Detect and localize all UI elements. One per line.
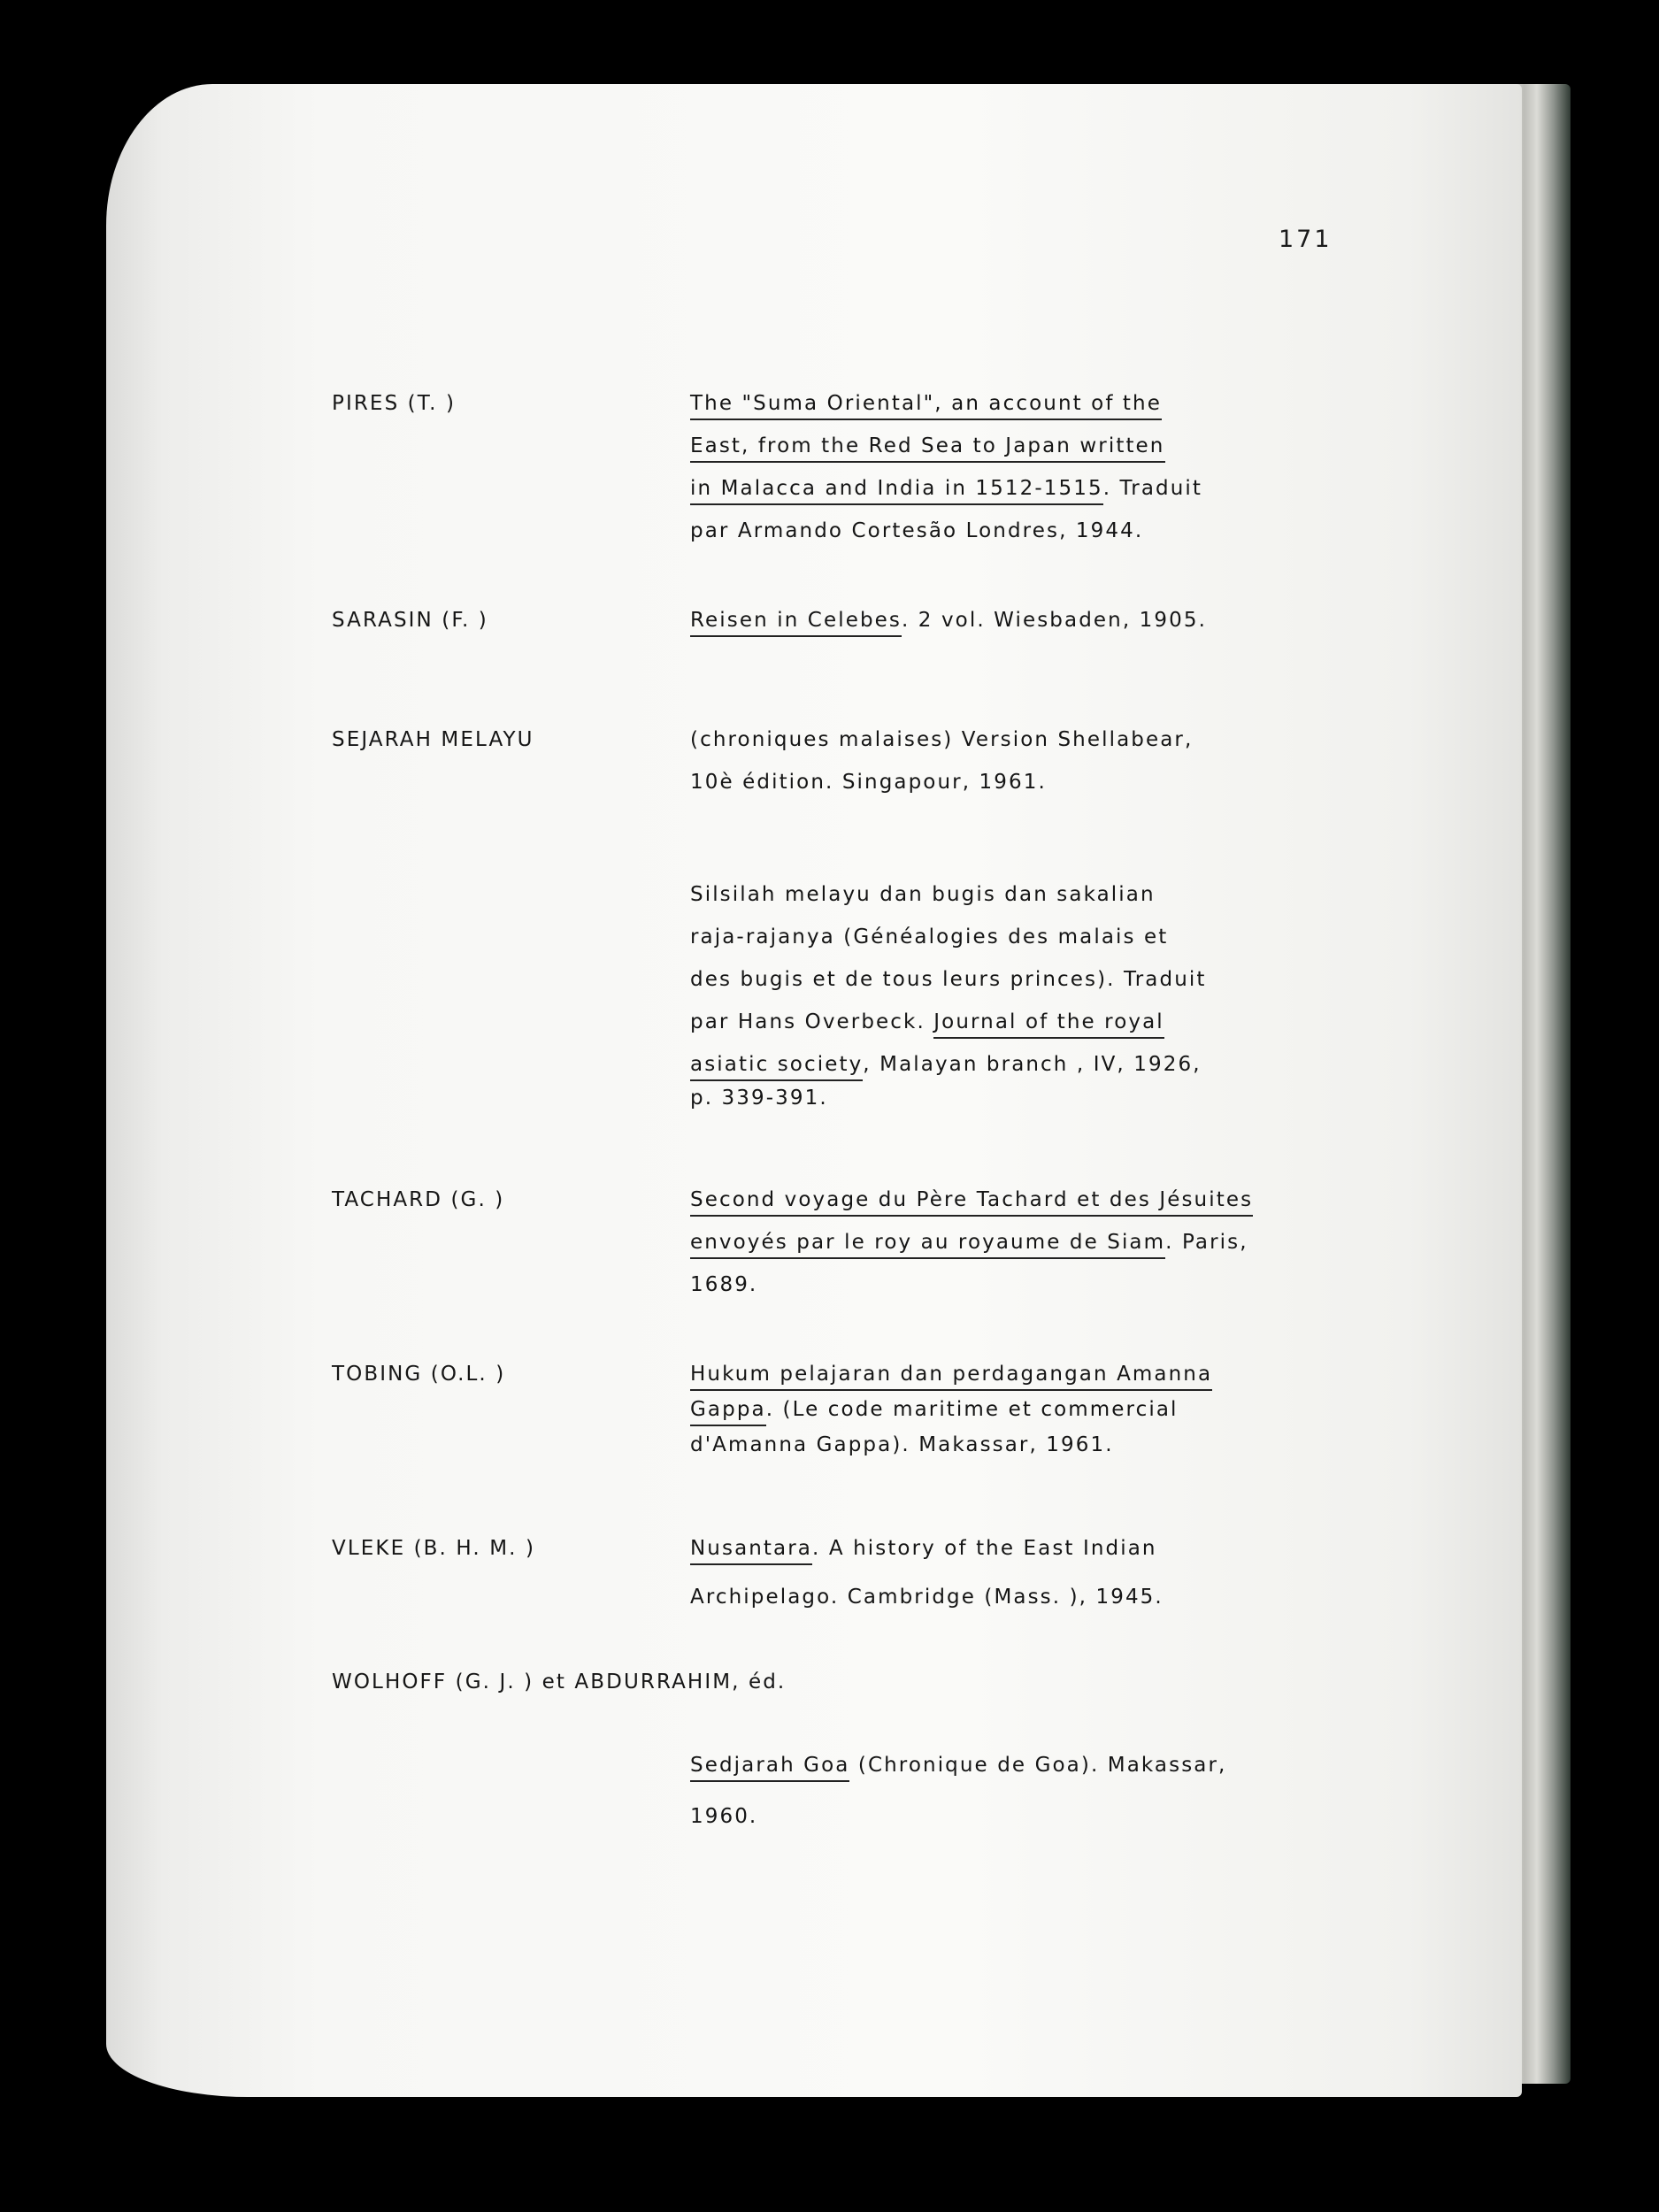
entry-text-tobing xyxy=(690,1364,1345,1478)
title-underlined: envoyés par le roy au royaume de Siam xyxy=(690,1231,1165,1259)
title-underlined: Nusantara xyxy=(690,1537,812,1565)
citation-text: p. 339-391. xyxy=(690,1087,828,1110)
title-underlined: in Malacca and India in 1512-1515 xyxy=(690,477,1103,505)
citation-text: Archipelago. Cambridge (Mass. ), 1945. xyxy=(690,1586,1164,1609)
entry-text-pires xyxy=(690,394,1345,564)
title-underlined: The "Suma Oriental", an account of the xyxy=(690,392,1162,420)
journal-title-underlined: Journal of the royal xyxy=(933,1010,1164,1039)
entry-author-wolhoff: WOLHOFF (G. J. ) et ABDURRAHIM, éd. xyxy=(332,1671,787,1694)
citation-text: 1960. xyxy=(690,1805,758,1828)
citation-text: (chroniques malaises) Version Shellabear, xyxy=(690,728,1194,751)
citation-text: , Malayan branch , IV, 1926, xyxy=(863,1053,1202,1076)
citation-text: d'Amanna Gappa). Makassar, 1961. xyxy=(690,1433,1114,1456)
entry-text-wolhoff xyxy=(690,1755,1345,1849)
citation-text: . 2 vol. Wiesbaden, 1905. xyxy=(901,609,1207,632)
title-underlined: Reisen in Celebes xyxy=(690,609,902,637)
title-underlined: Hukum pelajaran dan perdagangan Amanna xyxy=(690,1363,1212,1391)
citation-text: par Hans Overbeck. xyxy=(690,1010,934,1033)
journal-title-underlined: asiatic society xyxy=(690,1053,863,1081)
entry-author-sejarah-melayu: SEJARAH MELAYU xyxy=(332,728,534,751)
citation-text: par Armando Cortesão Londres, 1944. xyxy=(690,519,1144,542)
citation-text: (Chronique de Goa). Makassar, xyxy=(849,1754,1227,1777)
entry-text-tachard xyxy=(690,1190,1345,1317)
entry-text-vleke xyxy=(690,1539,1345,1630)
citation-text: des bugis et de tous leurs princes). Traduit xyxy=(690,968,1207,991)
citation-text: . (Le code maritime et commercial xyxy=(765,1398,1179,1421)
page-number: 171 xyxy=(1279,226,1333,253)
citation-text: . Traduit xyxy=(1102,477,1203,500)
citation-text: 10è édition. Singapour, 1961. xyxy=(690,771,1047,794)
citation-text: . Paris, xyxy=(1165,1231,1248,1254)
citation-text: 1689. xyxy=(690,1273,758,1296)
citation-text: . A history of the East Indian xyxy=(812,1537,1157,1560)
citation-text: Silsilah melayu dan bugis dan sakalian xyxy=(690,883,1156,906)
entry-text-sejarah-melayu xyxy=(690,730,1345,815)
entry-author-vleke: VLEKE (B. H. M. ) xyxy=(332,1537,536,1560)
entry-author-sarasin: SARASIN (F. ) xyxy=(332,609,488,632)
title-underlined: East, from the Red Sea to Japan written xyxy=(690,434,1165,463)
title-underlined: Sedjarah Goa xyxy=(690,1754,849,1782)
title-underlined: Second voyage du Père Tachard et des Jésuites xyxy=(690,1188,1253,1217)
entry-author-pires: PIRES (T. ) xyxy=(332,392,457,415)
title-underlined: Gappa xyxy=(690,1398,766,1426)
citation-text: raja-rajanya (Généalogies des malais et xyxy=(690,926,1169,949)
entry-text-silsilah-melayu xyxy=(690,885,1345,1131)
entry-text-sarasin xyxy=(690,611,1345,653)
entry-author-tobing: TOBING (O.L. ) xyxy=(332,1363,506,1386)
entry-author-tachard: TACHARD (G. ) xyxy=(332,1188,505,1211)
